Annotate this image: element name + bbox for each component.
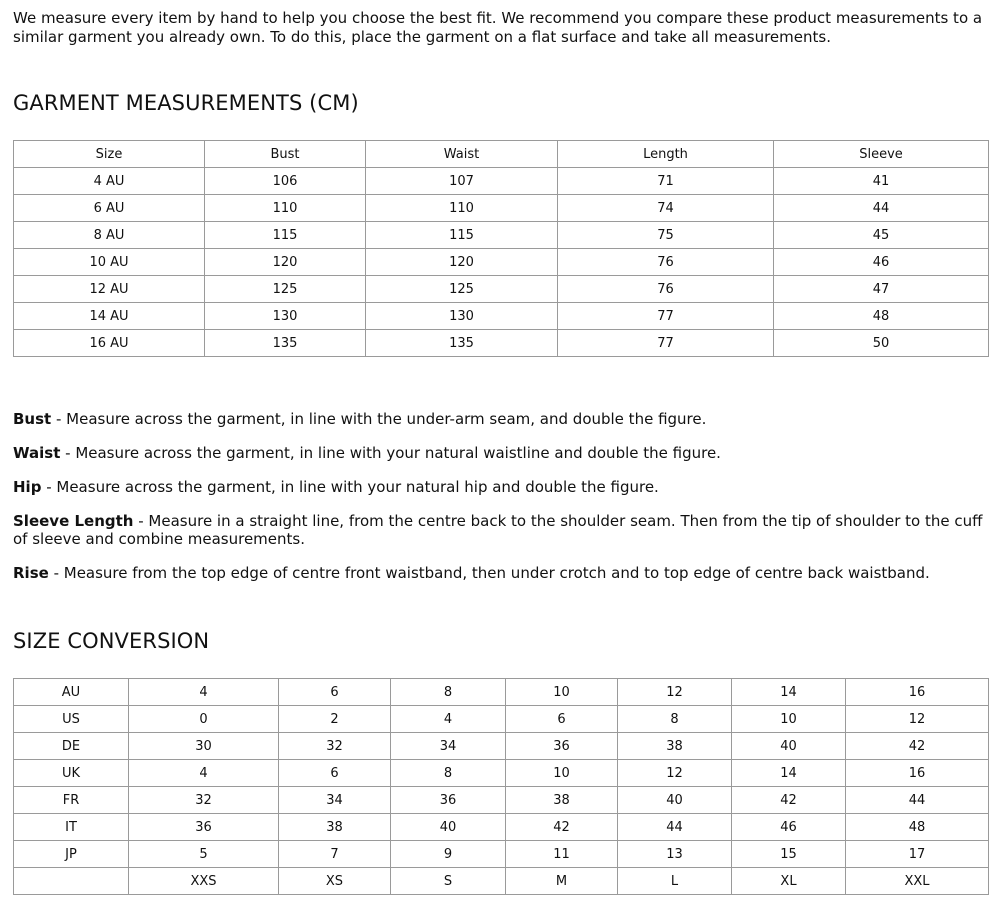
row-label: AU (14, 679, 129, 706)
table-cell: 75 (558, 222, 774, 249)
table-cell: 13 (618, 841, 732, 868)
table-cell: 32 (279, 733, 391, 760)
size-conversion-heading: SIZE CONVERSION (13, 629, 210, 653)
table-cell: 71 (558, 168, 774, 195)
table-cell: 8 (391, 679, 506, 706)
table-cell: 48 (846, 814, 989, 841)
table-row (14, 276, 989, 303)
table-cell: 38 (506, 787, 618, 814)
table-cell: 38 (279, 814, 391, 841)
row-label: FR (14, 787, 129, 814)
table-row (14, 222, 989, 249)
table-cell: 135 (205, 330, 366, 357)
table-row (14, 249, 989, 276)
table-cell: 135 (366, 330, 558, 357)
row-label: DE (14, 733, 129, 760)
table-cell: 12 (846, 706, 989, 733)
definition-text: - Measure across the garment, in line with the under-arm seam, and double the figure. (51, 410, 707, 428)
size-conversion-table (13, 678, 989, 895)
table-cell: 15 (732, 841, 846, 868)
table-cell: 130 (205, 303, 366, 330)
table-row (14, 195, 989, 222)
table-cell: 4 AU (14, 168, 205, 195)
table-cell: 40 (618, 787, 732, 814)
table-cell: 16 AU (14, 330, 205, 357)
table-cell: 45 (774, 222, 989, 249)
column-header-size: Size (14, 141, 205, 168)
table-cell: L (618, 868, 732, 895)
definition-bust (13, 410, 993, 428)
table-cell: 42 (846, 733, 989, 760)
table-cell: 10 AU (14, 249, 205, 276)
table-cell: 40 (732, 733, 846, 760)
garment-measurements-table (13, 140, 989, 357)
table-cell: 14 (732, 760, 846, 787)
table-cell: 8 (618, 706, 732, 733)
table-cell: 50 (774, 330, 989, 357)
definition-rise (13, 564, 993, 582)
table-header-row (14, 141, 989, 168)
measurement-definitions (13, 410, 993, 598)
table-cell: 36 (129, 814, 279, 841)
table-cell: 32 (129, 787, 279, 814)
table-cell: 74 (558, 195, 774, 222)
table-cell: 42 (732, 787, 846, 814)
table-cell: 110 (366, 195, 558, 222)
table-cell: XS (279, 868, 391, 895)
table-cell: 44 (618, 814, 732, 841)
table-cell: 17 (846, 841, 989, 868)
table-cell: 77 (558, 303, 774, 330)
row-label: JP (14, 841, 129, 868)
table-cell: 125 (366, 276, 558, 303)
definition-text: - Measure in a straight line, from the centre back to the shoulder seam. Then from the tip of shoulder to the cuff of sleeve and combine measurements. (13, 512, 983, 548)
table-cell: 4 (129, 760, 279, 787)
definition-term: Sleeve Length (13, 512, 134, 530)
table-row (14, 303, 989, 330)
table-cell: 10 (506, 760, 618, 787)
garment-measurements-heading: GARMENT MEASUREMENTS (CM) (13, 91, 359, 115)
table-cell: 12 (618, 679, 732, 706)
row-label (14, 868, 129, 895)
table-cell: 6 AU (14, 195, 205, 222)
definition-term: Hip (13, 478, 42, 496)
row-label: IT (14, 814, 129, 841)
table-cell: 7 (279, 841, 391, 868)
table-cell: 6 (506, 706, 618, 733)
table-cell: 12 AU (14, 276, 205, 303)
table-cell: 34 (279, 787, 391, 814)
table-cell: 6 (279, 760, 391, 787)
column-header-bust: Bust (205, 141, 366, 168)
table-cell: XL (732, 868, 846, 895)
table-cell: 107 (366, 168, 558, 195)
table-row (14, 330, 989, 357)
table-cell: 8 (391, 760, 506, 787)
table-cell: 41 (774, 168, 989, 195)
definition-hip (13, 478, 993, 496)
table-cell: 11 (506, 841, 618, 868)
table-cell: 0 (129, 706, 279, 733)
table-cell: 14 AU (14, 303, 205, 330)
table-cell: 36 (391, 787, 506, 814)
definition-term: Rise (13, 564, 49, 582)
definition-term: Bust (13, 410, 52, 428)
table-cell: 46 (774, 249, 989, 276)
definition-text: - Measure from the top edge of centre front waistband, then under crotch and to top edge of centre back waistband. (48, 564, 930, 582)
table-row (14, 814, 989, 841)
table-cell: M (506, 868, 618, 895)
table-cell: 47 (774, 276, 989, 303)
table-row (14, 868, 989, 895)
table-cell: 110 (205, 195, 366, 222)
table-row (14, 733, 989, 760)
table-cell: 4 (391, 706, 506, 733)
table-cell: 120 (366, 249, 558, 276)
table-cell: 2 (279, 706, 391, 733)
table-cell: 12 (618, 760, 732, 787)
table-cell: 6 (279, 679, 391, 706)
table-cell: 40 (391, 814, 506, 841)
table-row (14, 787, 989, 814)
table-cell: XXS (129, 868, 279, 895)
table-cell: 30 (129, 733, 279, 760)
definition-text: - Measure across the garment, in line with your natural waistline and double the figure. (60, 444, 721, 462)
intro-paragraph: We measure every item by hand to help you choose the best fit. We recommend you compare these product measurements to a similar garment you already own. To do this, place the garment on a flat surface and take all measurements. (13, 9, 983, 46)
definition-waist (13, 444, 993, 462)
table-row (14, 841, 989, 868)
table-cell: 106 (205, 168, 366, 195)
table-cell: 46 (732, 814, 846, 841)
table-cell: 125 (205, 276, 366, 303)
table-cell: 9 (391, 841, 506, 868)
table-cell: 77 (558, 330, 774, 357)
column-header-length: Length (558, 141, 774, 168)
table-cell: 10 (506, 679, 618, 706)
table-cell: 36 (506, 733, 618, 760)
table-cell: 16 (846, 760, 989, 787)
table-cell: 42 (506, 814, 618, 841)
table-cell: 76 (558, 249, 774, 276)
definition-sleeve-length (13, 512, 993, 548)
column-header-waist: Waist (366, 141, 558, 168)
table-cell: 120 (205, 249, 366, 276)
table-cell: 115 (366, 222, 558, 249)
table-cell: 44 (774, 195, 989, 222)
table-cell: 115 (205, 222, 366, 249)
table-cell: 38 (618, 733, 732, 760)
column-header-sleeve: Sleeve (774, 141, 989, 168)
row-label: US (14, 706, 129, 733)
table-cell: 130 (366, 303, 558, 330)
table-cell: 8 AU (14, 222, 205, 249)
table-cell: 76 (558, 276, 774, 303)
table-cell: 34 (391, 733, 506, 760)
table-row (14, 679, 989, 706)
definition-text: - Measure across the garment, in line with your natural hip and double the figure. (41, 478, 659, 496)
table-cell: 48 (774, 303, 989, 330)
table-cell: 5 (129, 841, 279, 868)
table-cell: 10 (732, 706, 846, 733)
table-row (14, 706, 989, 733)
table-cell: 44 (846, 787, 989, 814)
table-cell: 16 (846, 679, 989, 706)
row-label: UK (14, 760, 129, 787)
table-cell: 14 (732, 679, 846, 706)
table-row (14, 168, 989, 195)
definition-term: Waist (13, 444, 61, 462)
table-cell: XXL (846, 868, 989, 895)
table-row (14, 760, 989, 787)
table-cell: 4 (129, 679, 279, 706)
table-cell: S (391, 868, 506, 895)
